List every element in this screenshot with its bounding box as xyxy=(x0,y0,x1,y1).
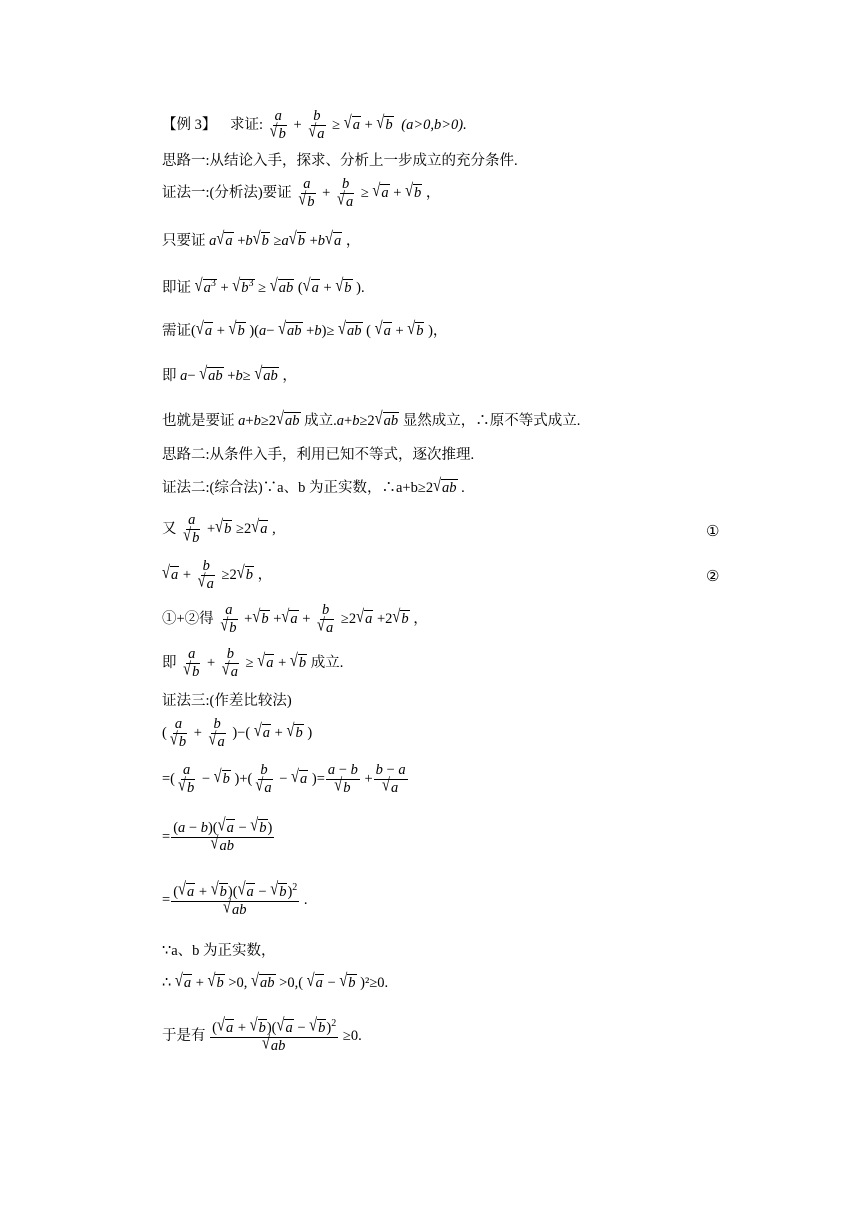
step-label: 也就是要证 xyxy=(162,413,235,429)
step-text: 成立. xyxy=(310,655,344,672)
claim-prefix: 求证: xyxy=(230,117,264,134)
claim-condition: (a>0,b>0). xyxy=(401,117,467,134)
method-one-step6: 也就是要证 a+b≥2√ab 成立.a+b≥2√ab 显然成立，∴原不等式成立. xyxy=(162,409,581,430)
step-text: 成立. xyxy=(304,413,337,429)
example-label: 【例 3】 xyxy=(162,117,217,134)
method-three-title: 证法三:(作差比较法) xyxy=(162,693,292,709)
example-statement: 【例 3】 求证: $\frac{a}{√b}$ + $\frac{b}{√a}$ ≥ √a + √b (a>0,b>0). xyxy=(162,108,467,143)
step-label: ①+②得 xyxy=(162,611,214,628)
marker-2: ② xyxy=(706,569,720,585)
method-three-because: ∵a、b 为正实数， xyxy=(162,943,276,959)
idea-one: 思路一:从结论入手，探求、分析上一步成立的充分条件. xyxy=(162,153,518,169)
method-three-therefore: ∴ √a + √b >0, √ab >0,( √a − √b )²≥0. xyxy=(162,971,389,992)
method-three-line1: ( $\frac{a}{√b}$ + $\frac{b}{√a}$ )−( √a + √b ) xyxy=(162,716,313,751)
method-one-step4: 需证(√a + √b )(a− √ab +b)≥ √ab ( √a + √b )， xyxy=(162,319,448,340)
method-one-title: 证法一:(分析法)要证 $\frac{a}{√b}$ + $\frac{b}{√a}$ ≥ √a + √b ， xyxy=(162,176,441,211)
method-three-line4: = $\frac{(√a + √b)(√a - √b)^2}{√ab}$ . xyxy=(162,879,308,919)
method-two-conclusion: 即 $\frac{a}{√b}$ + $\frac{b}{√a}$ ≥ √a + √b 成立. xyxy=(162,646,344,681)
method-three-line2: =( $\frac{a}{√b}$ − √b )+( $\frac{b}{√a}$ − √a )= $\frac{a - b}{√b}$ + $\frac{b - a}{√a}$ xyxy=(162,762,406,797)
method-one-step3: 即证 $√a^3 + √b^3 \ge √ab$ (√a + √b ). xyxy=(162,275,365,296)
method-three-final: 于是有 $\frac{(√a + √b)(√a - √b)^2}{√ab}$ ≥0. xyxy=(162,1015,362,1055)
therefore-symbol: ∴ xyxy=(162,975,172,991)
step-label: 即 xyxy=(162,655,177,672)
method-two-title: 证法二:(综合法)∵a、b 为正实数，∴a+b≥2√ab . xyxy=(162,476,465,497)
idea-two: 思路二:从条件入手，利用已知不等式，逐次推理. xyxy=(162,447,475,463)
step-label: 又 xyxy=(162,521,177,538)
method-one-step2: 只要证 a√a +b√b ≥a√b +b√a ， xyxy=(162,229,361,250)
method-two-ineq1: 又 $\frac{a}{√b}$ +√b ≥2√a , xyxy=(162,512,276,547)
step-label: 即证 xyxy=(162,279,191,296)
method-three-line3: = $\frac{(a - b)(√a - √b)}{√ab}$ xyxy=(162,815,273,855)
step-conclusion: 显然成立，∴原不等式成立. xyxy=(402,413,581,429)
step-label: 于是有 xyxy=(162,1028,206,1045)
method-one-label: 证法一:(分析法)要证 xyxy=(162,185,292,202)
method-one-step5: 即 a− √ab +b≥ √ab ， xyxy=(162,364,297,385)
marker-1: ① xyxy=(706,524,720,540)
step-label: 需证 xyxy=(162,323,191,339)
step-label: 只要证 xyxy=(162,233,206,249)
step-label: 即 xyxy=(162,368,177,384)
method-two-label: 证法二:(综合法)∵a、b 为正实数，∴a+b≥2 xyxy=(162,480,434,496)
method-two-sum: ①+②得 $\frac{a}{√b}$ +√b +√a + $\frac{b}{√a}$ ≥2√a +2√b ， xyxy=(162,602,428,637)
method-two-ineq2: √a + $\frac{b}{√a}$ ≥2√b ， xyxy=(162,558,273,593)
